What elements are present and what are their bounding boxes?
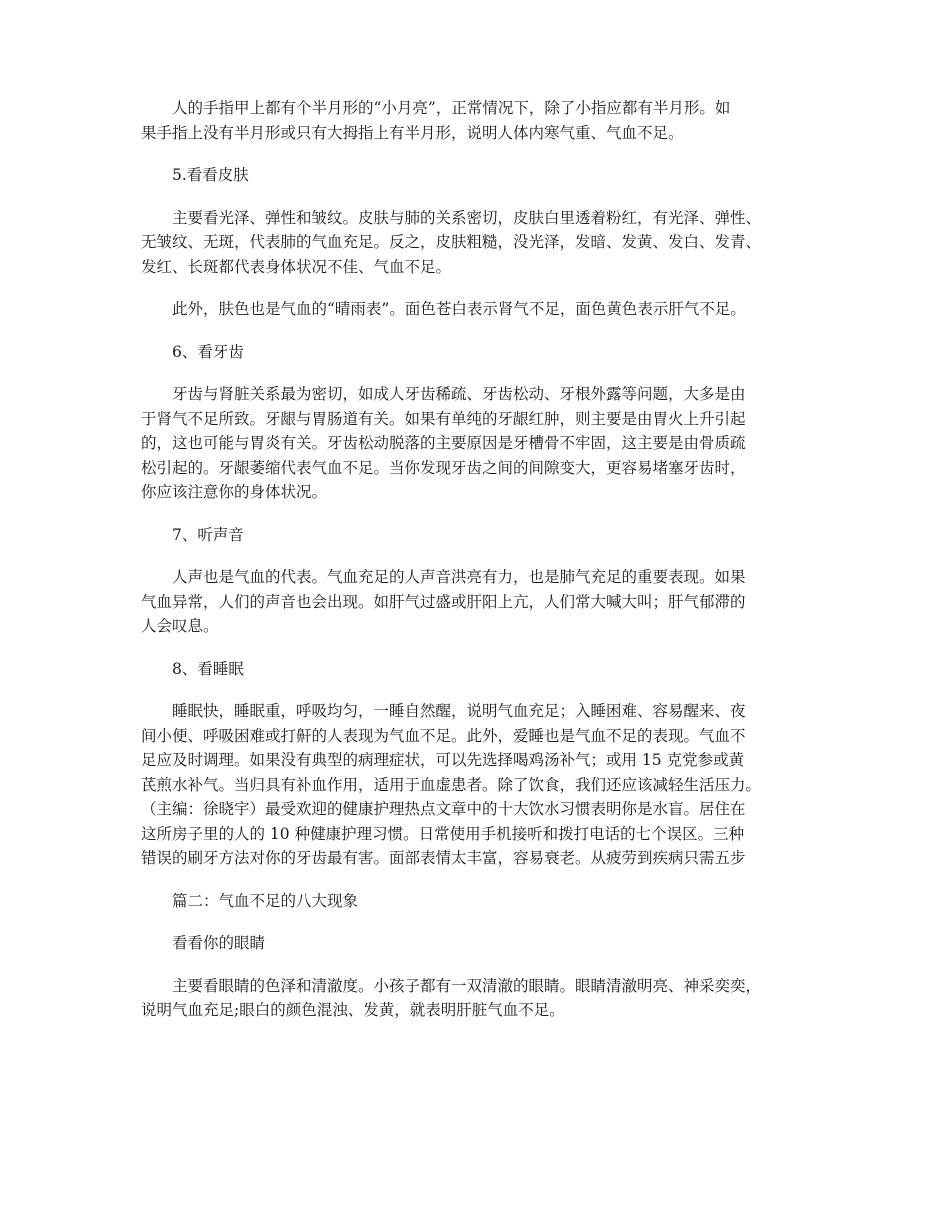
text-line: 人声也是气血的代表。气血充足的人声音洪亮有力，也是肺气充足的重要表现。如果 (172, 568, 746, 586)
text-line: 芪煎水补气。当归具有补血作用，适用于血虚患者。除了饮食，我们还应该减轻生活压力。 (141, 775, 762, 794)
heading-skin: 5.看看皮肤 (172, 166, 249, 184)
text-line: 松引起的。牙龈萎缩代表气血不足。当你发现牙齿之间的间隙变大，更容易堵塞牙齿时， (141, 458, 746, 477)
text-line: 牙齿与肾脏关系最为密切，如成人牙齿稀疏、牙齿松动、牙根外露等问题，大多是由 (172, 385, 746, 403)
text-line: 的，这也可能与胃炎有关。牙齿松动脱落的主要原因是牙槽骨不牢固，这主要是由骨质疏 (141, 434, 746, 452)
para-nail-moon (141, 96, 821, 145)
text-line: （主编：徐晓宇）最受欢迎的健康护理热点文章中的十大饮水习惯表明你是水盲。居住在 (141, 800, 746, 818)
text-line: 气血异常，人们的声音也会出现。如肝气过盛或肝阳上亢，人们常大喊大叫；肝气郁滞的 (141, 592, 746, 611)
text-line: 主要看光泽、弹性和皱纹。皮肤与肺的关系密切，皮肤白里透着粉红，有光泽、弹性、 (172, 208, 762, 227)
text-line: 此外，肤色也是气血的“晴雨表”。面色苍白表示肾气不足，面色黄色表示肝气不足。 (172, 300, 746, 318)
para-teeth (141, 382, 821, 505)
text-line: 错误的刷牙方法对你的牙齿最有害。面部表情太丰富，容易衰老。从疲劳到疾病只需五步 (141, 849, 746, 867)
text-line: 说明气血充足;眼白的颜色混浊、发黄，就表明肝脏气血不足。 (141, 1001, 565, 1019)
text-line: 发红、长斑都代表身体状况不佳、气血不足。 (141, 257, 452, 276)
para-eyes (141, 974, 821, 1023)
document-page (141, 96, 821, 1041)
heading-part-two: 篇二：气血不足的八大现象 (172, 891, 359, 910)
para-voice (141, 565, 821, 639)
para-sleep (141, 699, 821, 871)
text-line: 人会叹息。 (141, 617, 219, 635)
text-line: 于肾气不足所致。牙龈与胃肠道有关。如果有单纯的牙龈红肿，则主要是由胃火上升引起 (141, 409, 746, 428)
text-line: 间小便、呼吸困难或打鼾的人表现为气血不足。此外，爱睡也是气血不足的表现。气血不 (141, 726, 746, 745)
heading-voice: 7、听声音 (172, 525, 244, 544)
text-line: 主要看眼睛的色泽和清澈度。小孩子都有一双清澈的眼睛。眼睛清澈明亮、神采奕奕， (172, 976, 762, 995)
heading-sleep: 8、看睡眠 (172, 659, 244, 678)
text-line: 这所房子里的人的 10 种健康护理习惯。日常使用手机接听和拨打电话的七个误区。三种 (141, 824, 745, 843)
heading-eyes: 看看你的眼睛 (172, 934, 266, 952)
text-line: 果手指上没有半月形或只有大拇指上有半月形，说明人体内寒气重、气血不足。 (141, 123, 684, 142)
para-skin (141, 206, 821, 280)
text-line: 你应该注意你的身体状况。 (141, 483, 328, 501)
heading-teeth: 6、看牙齿 (172, 342, 244, 361)
para-skin-color (141, 297, 821, 322)
text-line: 睡眠快，睡眠重，呼吸均匀，一睡自然醒，说明气血充足；入睡困难、容易醒来、夜 (172, 702, 746, 720)
text-line: 人的手指甲上都有个半月形的“小月亮”，正常情况下，除了小指应都有半月形。如 (172, 99, 731, 117)
text-line: 无皱纹、无斑，代表肺的气血充足。反之，皮肤粗糙，没光泽，发暗、发黄、发白、发青、 (141, 233, 762, 251)
text-line: 足应及时调理。如果没有典型的病理症状，可以先选择喝鸡汤补气；或用 15 克党参或黄 (141, 751, 745, 769)
